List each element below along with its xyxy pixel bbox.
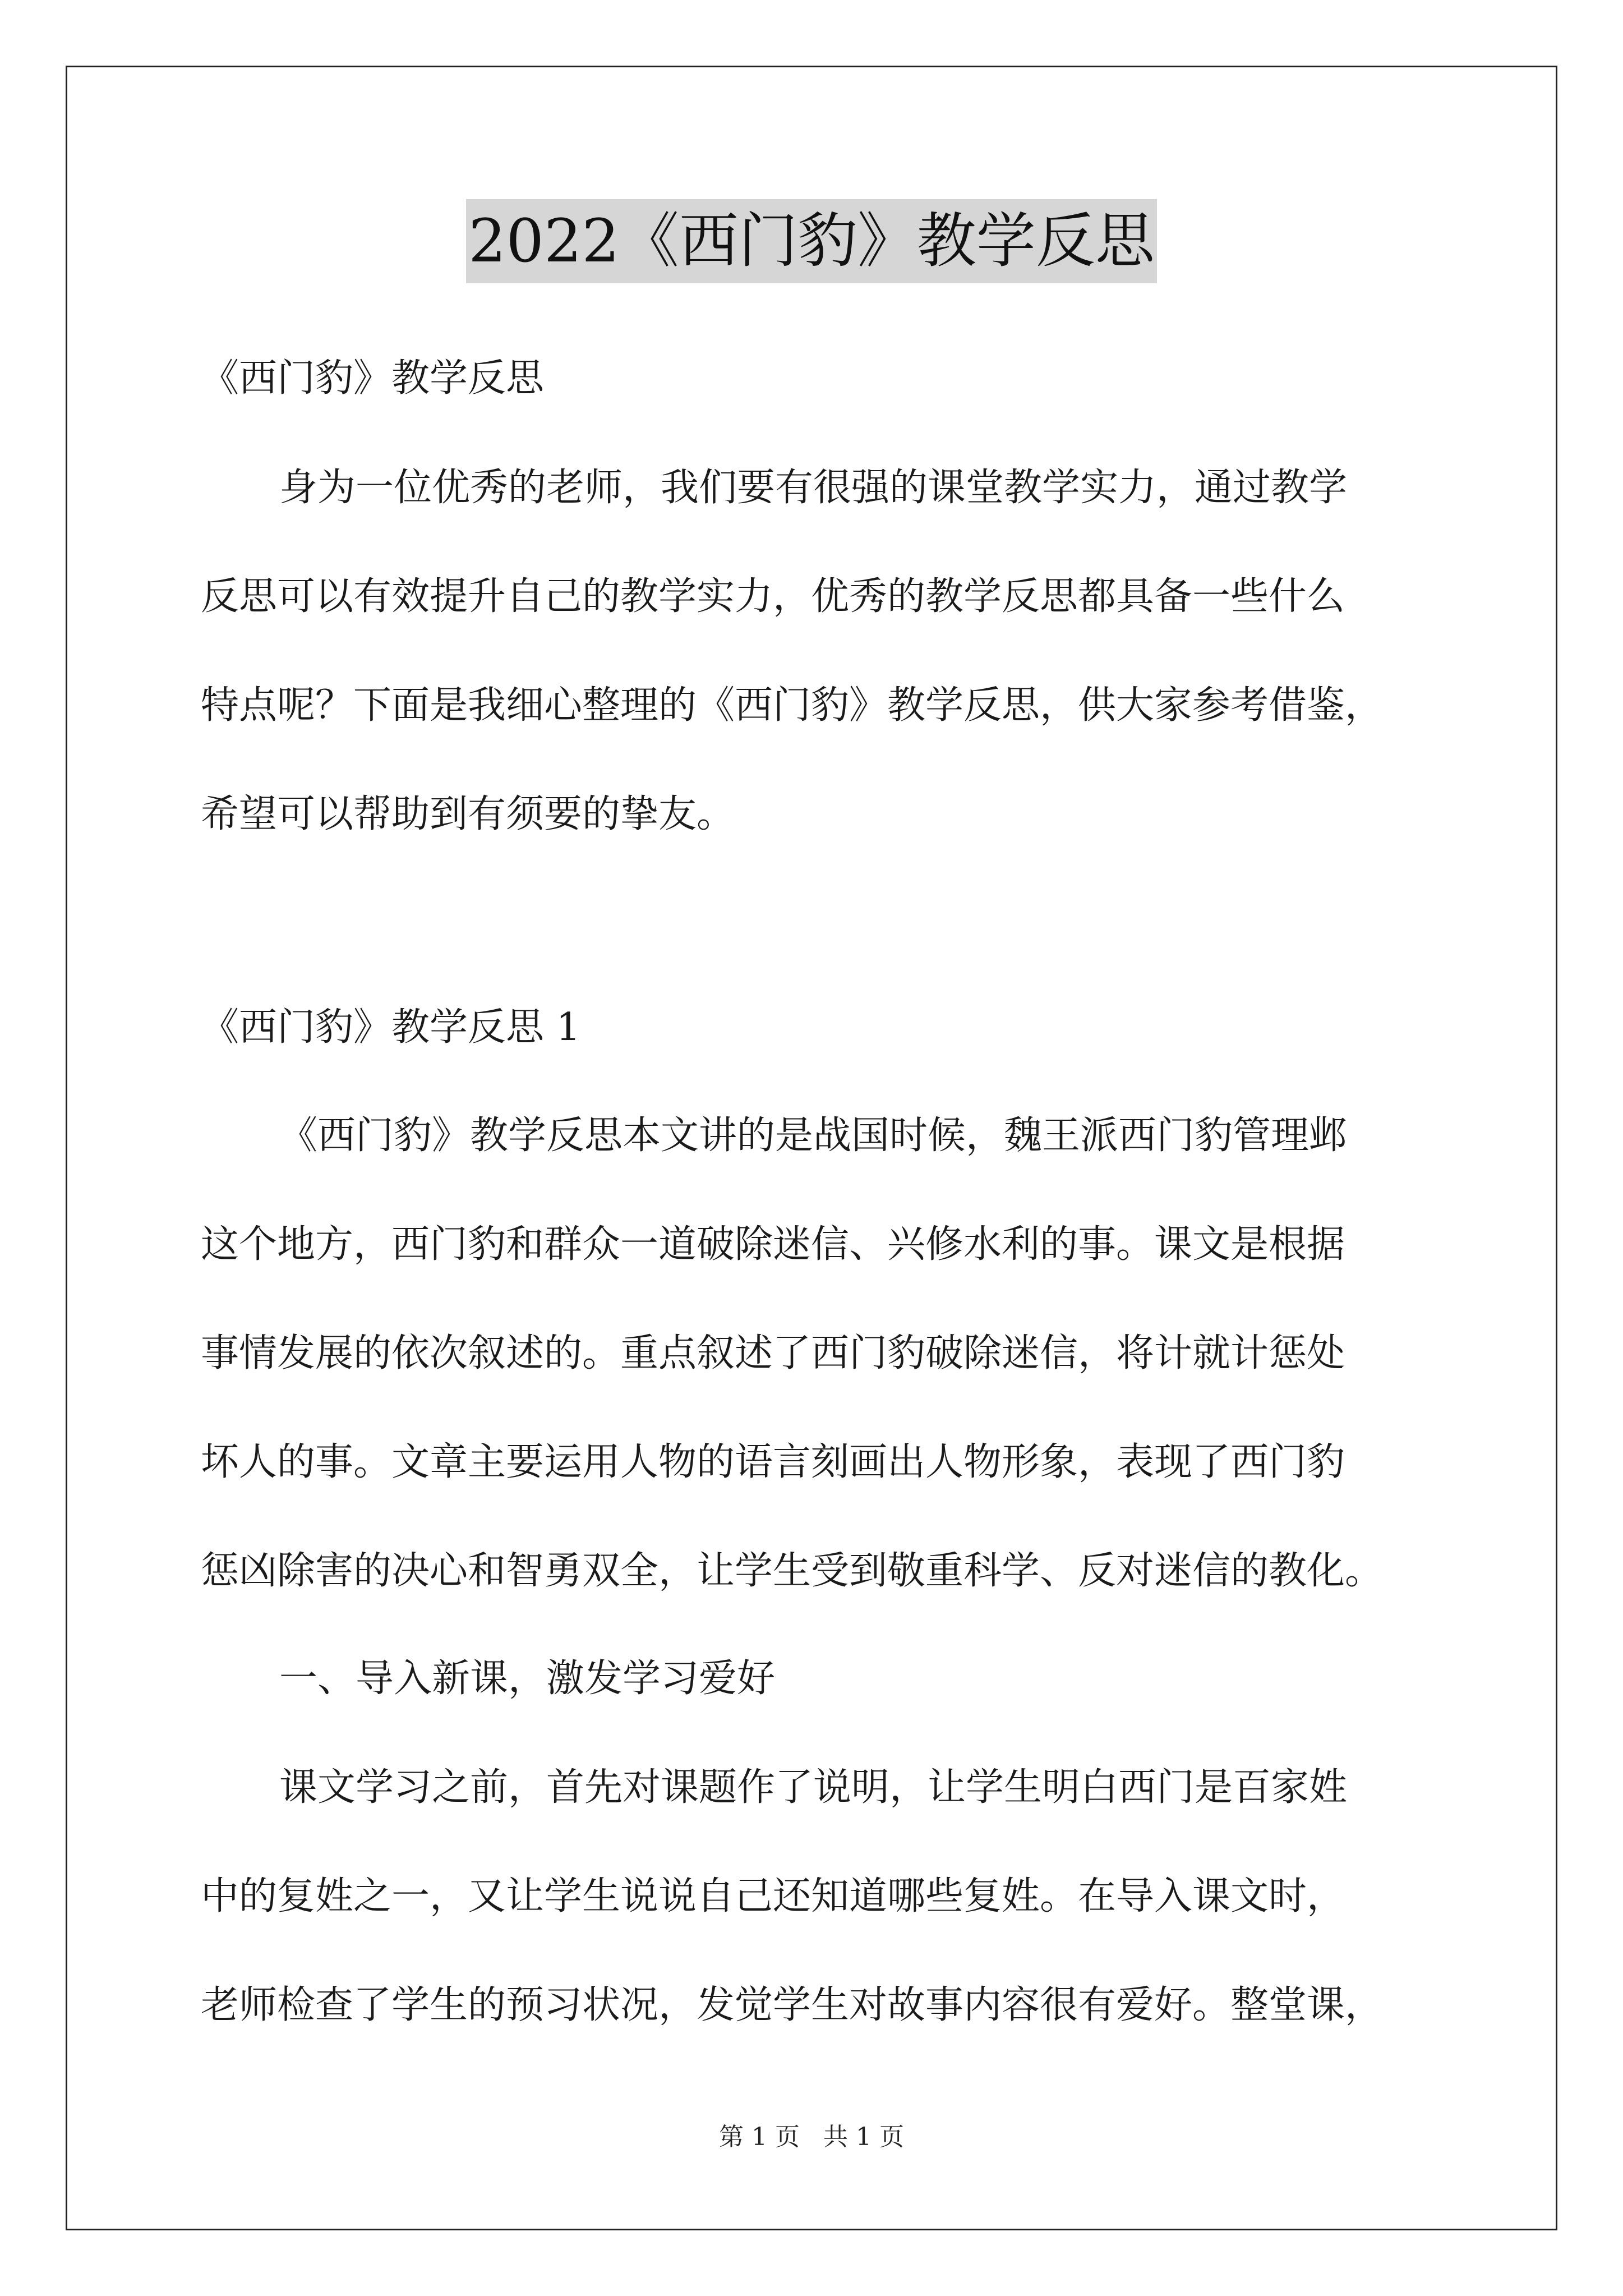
point1-line: 课文学习之前，首先对课题作了说明，让学生明白西门是百家姓 bbox=[279, 1765, 1348, 1810]
section1-line: 坏人的事。文章主要运用人物的语言刻画出人物形象，表现了西门豹 bbox=[201, 1440, 1345, 1484]
section1-heading: 《西门豹》教学反思 1 bbox=[201, 1005, 580, 1050]
point1-heading: 一、导入新课，激发学习爱好 bbox=[279, 1657, 776, 1701]
point1-line: 中的复姓之一，又让学生说说自己还知道哪些复姓。在导入课文时， bbox=[201, 1874, 1345, 1918]
title-container bbox=[0, 199, 1623, 283]
section1-line: 事情发展的依次叙述的。重点叙述了西门豹破除迷信，将计就计惩处 bbox=[201, 1331, 1345, 1375]
intro-line: 身为一位优秀的老师，我们要有很强的课堂教学实力，通过教学 bbox=[279, 466, 1348, 510]
section1-line: 《西门豹》教学反思本文讲的是战国时候，魏王派西门豹管理邺 bbox=[279, 1114, 1348, 1158]
intro-line: 希望可以帮助到有须要的挚友。 bbox=[201, 792, 735, 836]
point1-line: 老师检查了学生的预习状况，发觉学生对故事内容很有爱好。整堂课， bbox=[201, 1983, 1384, 2027]
section1-line: 惩凶除害的决心和智勇双全，让学生受到敬重科学、反对迷信的教化。 bbox=[201, 1549, 1384, 1593]
section-subtitle: 《西门豹》教学反思 bbox=[201, 356, 545, 401]
page-footer bbox=[0, 2120, 1623, 2154]
document-title: 2022《西门豹》教学反思 bbox=[466, 199, 1157, 283]
intro-line: 特点呢？下面是我细心整理的《西门豹》教学反思，供大家参考借鉴， bbox=[201, 683, 1384, 728]
page-number: 第 1 页 bbox=[719, 2123, 800, 2151]
page-total: 共 1 页 bbox=[823, 2123, 904, 2151]
intro-line: 反思可以有效提升自己的教学实力，优秀的教学反思都具备一些什么 bbox=[201, 574, 1345, 619]
section1-line: 这个地方，西门豹和群众一道破除迷信、兴修水利的事。课文是根据 bbox=[201, 1222, 1345, 1267]
